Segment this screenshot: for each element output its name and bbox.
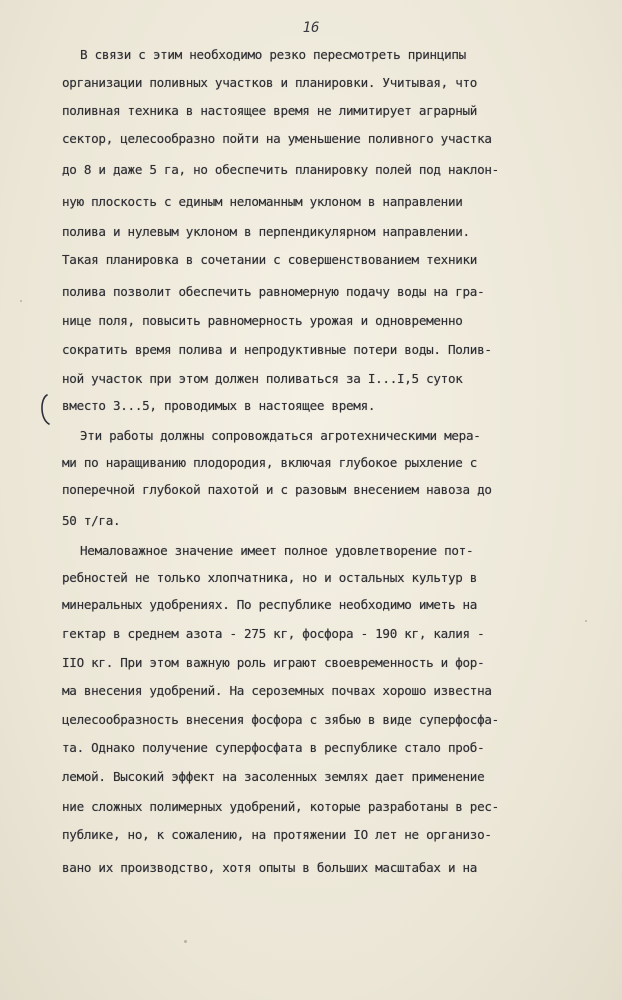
text-line: поливная техника в настоящее время не лимитирует аграрный [62,103,478,118]
text-line: полива и нулевым уклоном в перпендикулярном направлении. [62,224,470,239]
text-line: полива позволит обеспечить равномерную подачу воды на гра- [62,284,485,299]
text-line: целесообразность внесения фосфора с зябью в виде суперфосфа- [62,712,499,727]
text-line: до 8 и даже 5 га, но обеспечить планировку полей под наклон- [62,162,499,177]
text-line: ребностей не только хлопчатника, но и остальных культур в [62,570,478,585]
text-line: гектар в среднем азота - 275 кг, фосфора - 190 кг, калия - [62,626,485,641]
text-line: сектор, целесообразно пойти на уменьшение поливного участка [62,131,492,146]
text-line: 50 т/га. [62,513,121,528]
paper-speck [585,620,587,622]
text-line: ми по наращиванию плодородия, включая глубокое рыхление с [62,455,478,470]
handwritten-bracket-mark [37,393,51,427]
text-line: нице поля, повысить равномерность урожая и одновременно [62,313,463,328]
text-line: минеральных удобрениях. По республике необходимо иметь на [62,597,478,612]
text-line: Немаловажное значение имеет полное удовлетворение пот- [80,543,474,558]
text-line: IIO кг. При этом важную роль играют своевременность и фор- [62,655,485,670]
paper-speck [184,940,187,943]
text-line: организации поливных участков и планировки. Учитывая, что [62,75,478,90]
text-line: Такая планировка в сочетании с совершенствованием техники [62,252,478,267]
text-line: вано их производство, хотя опыты в больших масштабах и на [62,860,478,875]
text-line: ма внесения удобрений. На сероземных почвах хорошо известна [62,683,492,698]
text-line: лемой. Высокий эффект на засоленных землях дает применение [62,769,485,784]
text-line: ние сложных полимерных удобрений, которые разработаны в рес- [62,799,499,814]
text-line: В связи с этим необходимо резко пересмотреть принципы [80,47,466,62]
text-line: поперечной глубокой пахотой и с разовым внесением навоза до [62,482,492,497]
text-line: сократить время полива и непродуктивные потери воды. Полив- [62,342,492,357]
page-number: 16 [302,20,320,36]
text-line: вместо 3...5, проводимых в настоящее время. [62,398,376,413]
text-line: та. Однако получение суперфосфата в республике стало проб- [62,740,485,755]
text-line: Эти работы должны сопровождаться агротехническими мера- [80,428,481,443]
text-line: ной участок при этом должен поливаться за I...I,5 суток [62,371,463,386]
paper-speck [20,300,22,302]
text-line: ную плоскость с единым неломанным уклоном в направлении [62,194,463,209]
text-line: публике, но, к сожалению, на протяжении IO лет не организо- [62,827,492,842]
